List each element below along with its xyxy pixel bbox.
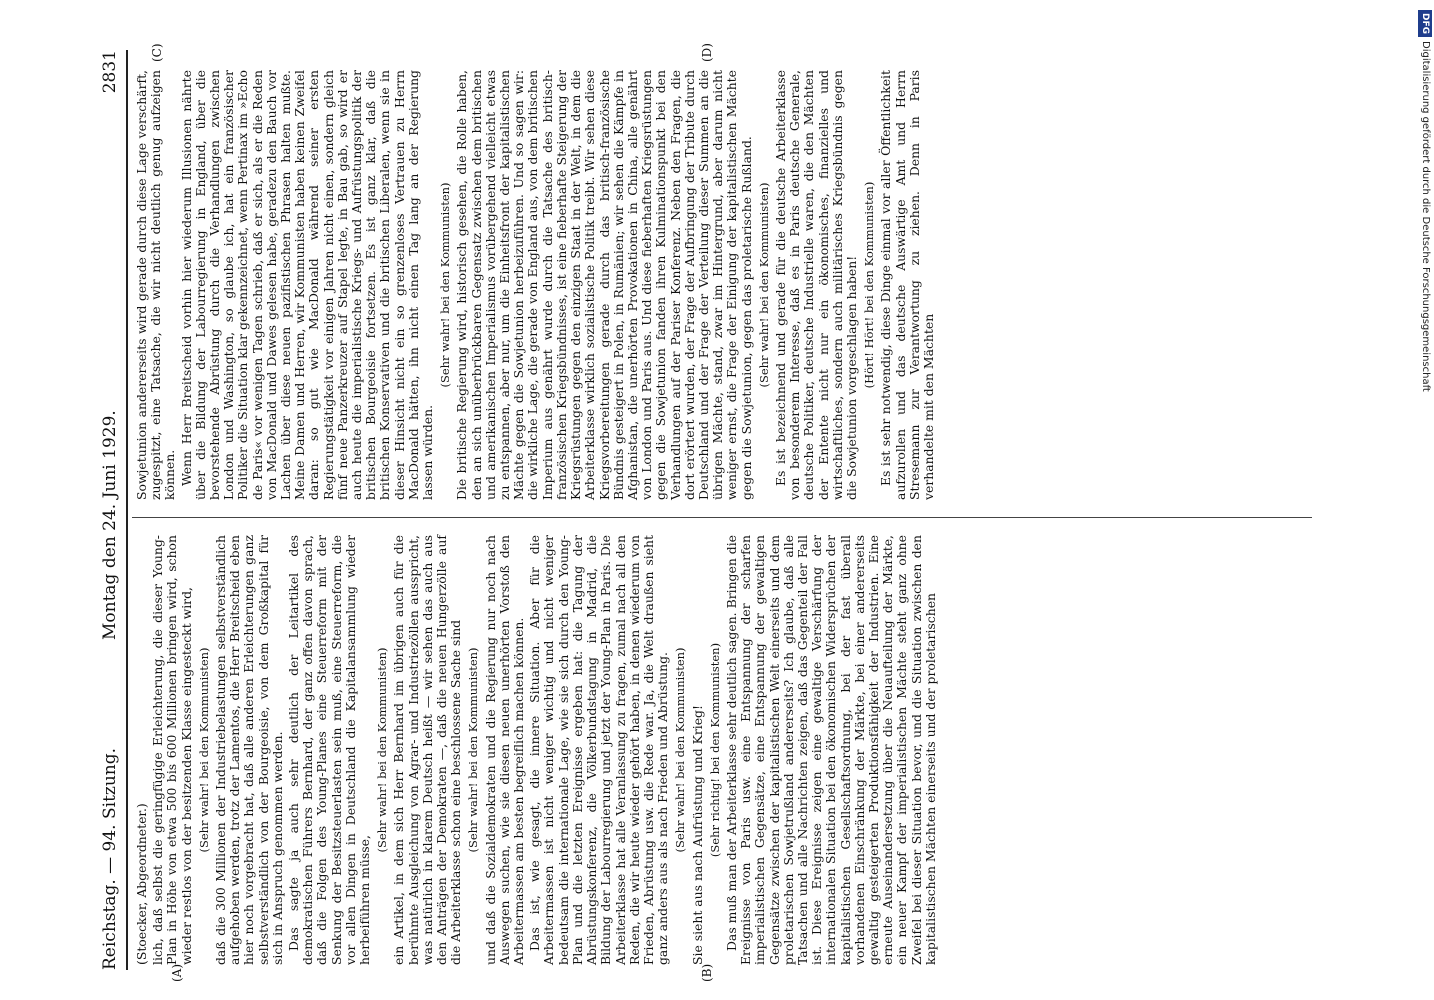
paragraph: (Stoecker, Abgeordneter.) [134, 803, 149, 965]
header-rule [126, 50, 128, 970]
dfg-logo: DFG [1418, 10, 1432, 37]
margin-marker-b: (B) [700, 963, 714, 982]
paragraph: Sowjetunion andererseits wird gerade durch diese Lage verschärft, zugespitzt, eine Tatsache, die wir nicht deutlich genug aufzeigen können. [134, 70, 178, 500]
interjection: (Sehr wahr! bei den Kommunisten) [756, 182, 771, 388]
header-session: Reichstag. — 94. Sitzung. [100, 747, 120, 970]
paragraph: und daß die Sozialdemokraten und die Regierung nur noch nach Auswegen suchen, wie sie diesen neuen unerhörten Vorstoß den Arbeitermassen am besten begreiflich machen können. [482, 535, 527, 965]
paragraph: Es ist sehr notwendig, diese Dinge einmal vor aller Öffentlichkeit aufzurollen und das deutsche Auswärtige Amt und Herrn Stresemann zur Verantwortung zu ziehen. Denn in Paris verhandelte mit den Mächten [878, 70, 936, 500]
margin-marker-c: (C) [150, 43, 164, 62]
rotated-page [60, 0, 1000, 980]
margin-marker-a: (A) [170, 963, 184, 982]
interjection: (Sehr wahr! bei den Kommunisten) [673, 647, 688, 853]
interjection: (Hört! Hört! bei den Kommunisten) [862, 181, 877, 389]
dfg-credit [1416, 10, 1434, 690]
paragraph: Die britische Regierung wird, historisch gesehen, die Rolle haben, den an sich unüberbrückbaren Gegensatz zwischen dem britischen und amerikanischen Imperialismus vorübergehend vielleicht etwas zu entspannen, aber nur, um die Einheitsfront der kapitalistischen Mächte gegen die Sowjetunion herbeizuführen. Und so sagen wir: die wirkliche Lage, die gerade von England aus, von dem britischen Imperium aus genährt wurde durch die Tatsache des britisch-französischen Kriegsbündnisses, ist eine fieberhafte Steigerung der Kriegsrüstungen gegen den einzigen Staat in der Welt, in dem die Arbeiterklasse wirklich sozialistische Politik treibt. Wir sehen diese Kriegsvorbereitungen gerade durch das britisch-französische Bündnis gesteigert in Polen, in Rumänien; wir sehen die Kämpfe in Afghanistan, die unerhörten Provokationen in China, alle genährt von London und Paris aus. Und diese fieberhaften Kriegsrüstungen gegen die Sowjetunion fanden ihren Kulminationspunkt bei den Verhandlungen auf der Pariser Konferenz. Neben den Fragen, die dort erörtert wurden, der Frage der Aufbringung der Tribute durch Deutschland und der Frage der Verteilung dieser Summen an die übrigen Mächte, stand, zwar im Hintergrund, aber darum nicht weniger ernst, die Frage der Einigung der kapitalistischen Mächte gegen die Sowjetunion, gegen das proletarische Rußland. [454, 70, 754, 500]
right-column [135, 70, 938, 500]
paragraph: Wenn Herr Breitscheid vorhin hier wiederum Illusionen nährte über die Bildung der Labourregierung in England, über die bevorstehende Abrüstung durch die Verhandlungen zwischen London und Washington, so glaube ich, hat ein französischer Politiker die Situation klar gekennzeichnet, wenn Pertinax im »Echo de Paris« vor wenigen Tagen schrieb, daß er sich, als er die Reden von MacDonald und Dawes gelesen habe, geradezu den Bauch vor Lachen über diese neuen pazifistischen Phrasen halten mußte. Meine Damen und Herren, wir Kommunisten haben keinen Zweifel daran: so gut wie MacDonald während seiner ersten Regierungstätigkeit vor einigen Jahren nicht einen, sondern gleich fünf neue Panzerkreuzer auf Stapel legte, in Bau gab, so wird er auch heute die imperialistische Kriegs- und Aufrüstungspolitik der britischen Bourgeoisie fortsetzen. Es ist ganz klar, daß die britischen Konservativen und die britischen Liberalen, wenn sie in dieser Hinsicht nicht ein so grenzenloses Vertrauen zu Herrn MacDonald hätten, ihn nicht einen Tag lang an der Regierung lassen würden. [178, 70, 436, 500]
paragraph: Es ist bezeichnend und gerade für die deutsche Arbeiterklasse von besonderem Interesse, daß es in Paris deutsche Generale, deutsche Politiker, deutsche Industrielle waren, die den Mächten der Entente nicht nur ein ökonomisches, finanzielles und wirtschaftliches, sondern auch militärisches Kriegsbündnis gegen die Sowjetunion vorgeschlagen haben! [772, 70, 859, 500]
paragraph: ein Artikel, in dem sich Herr Bernhard im übrigen auch für die berühmte Ausgleichung von Agrar- und Industriezöllen ausspricht, was natürlich in klarem Deutsch heißt — wir sehen das auch aus den Anträgen der Demokraten —, daß die neuen Hungerzölle auf die Arbeiterklasse schon eine beschlossene Sache sind [391, 535, 464, 965]
paragraph: lich, daß selbst die geringfügige Erleichterung, die dieser Young-Plan in Höhe von etwa 500 bis 600 Millionen bringen wird, schon wieder restlos von der besitzenden Klasse eingesteckt wird, [150, 535, 194, 965]
margin-marker-d: (D) [700, 43, 714, 62]
column-divider [132, 517, 1312, 518]
paragraph: Das ist, wie gesagt, die innere Situation. Aber für die Arbeitermassen ist nicht weniger wichtig und nicht weniger bedeutsam die internationale Lage, wie sie sich durch den Young-Plan und die letzten Ereignisse ergeben hat: die Tagung der Abrüstungskonferenz, die Völkerbundstagung in Madrid, die Bildung der Labourregierung und jetzt der Young-Plan in Paris. Die Arbeiterklasse hat alle Veranlassung zu fragen, zumal nach all den Reden, die wir heute wieder gehört haben, in denen wiederum von Frieden, Abrüstung usw. die Rede war. Ja, die Welt draußen sieht ganz anders aus als nach Frieden und Abrüstung. [527, 535, 671, 965]
dfg-credit-text: Digitalisierung gefördert durch die Deutsche Forschungsgemeinschaft [1420, 41, 1431, 392]
paragraph: daß die 300 Millionen der Industriebelastungen selbstverständlich aufgehoben werden, trotz der Lamentos, die Herr Breitscheid eben hier noch vorgebracht hat, daß alle anderen Erleichterungen ganz selbstverständlich von der Bourgeoisie, von dem Großkapital für sich in Anspruch genommen werden. [213, 535, 285, 965]
paragraph: Das sagte ja auch sehr deutlich der Leitartikel des demokratischen Führers Bernhard, der ganz offen davon sprach, daß die Folgen des Young-Planes eine Steuerreform mit der Senkung der Besitzsteuerlasten sein muß, eine Steuerreform, die vor allen Dingen in Deutschland die Kapitalansammlung wieder herbeiführen müsse, [286, 535, 373, 965]
interjection: (Sehr richtig! bei den Kommunisten) [707, 642, 722, 858]
interjection: (Sehr wahr! bei den Kommunisten) [375, 647, 390, 853]
page-header [100, 50, 124, 970]
interjection: (Sehr wahr! bei den Kommunisten) [196, 647, 211, 853]
page-scan [60, 40, 1370, 980]
left-column [135, 535, 940, 965]
header-date: Montag den 24. Juni 1929. [100, 410, 120, 640]
paragraph: Das muß man der Arbeiterklasse sehr deutlich sagen. Bringen die Ereignisse von Paris usw. eine Entspannung der scharfen imperialistischen Gegensätze, eine Entspannung der gewaltigen Gegensätze zwischen der kapitalistischen Welt einerseits und dem proletarischen Sowjetrußland andererseits? Ich glaube, daß alle Tatsachen und alle Nachrichten zeigen, daß das Gegenteil der Fall ist. Diese Ereignisse zeigen eine gewaltige Verschärfung der internationalen Situation bei den ökonomischen Widersprüchen der kapitalistischen Gesellschaftsordnung, bei der fast überall vorhandenen Einschränkung der Märkte, bei einer andererseits gewaltig gesteigerten Produktionsfähigkeit der Industrien. Eine erneute Auseinandersetzung über die Neuaufteilung der Märkte, ein neuer Kampf der imperialistischen Mächte steht ganz ohne Zweifel bei dieser Situation bevor, und die Situation zwischen den kapitalistischen Mächten einerseits und der proletarischen [723, 535, 938, 965]
interjection: (Sehr wahr! bei den Kommunisten) [438, 182, 453, 388]
interjection: (Sehr wahr! bei den Kommunisten) [466, 647, 481, 853]
page-number: 2831 [100, 50, 120, 94]
paragraph: Sie sieht aus nach Aufrüstung und Krieg! [689, 705, 705, 965]
